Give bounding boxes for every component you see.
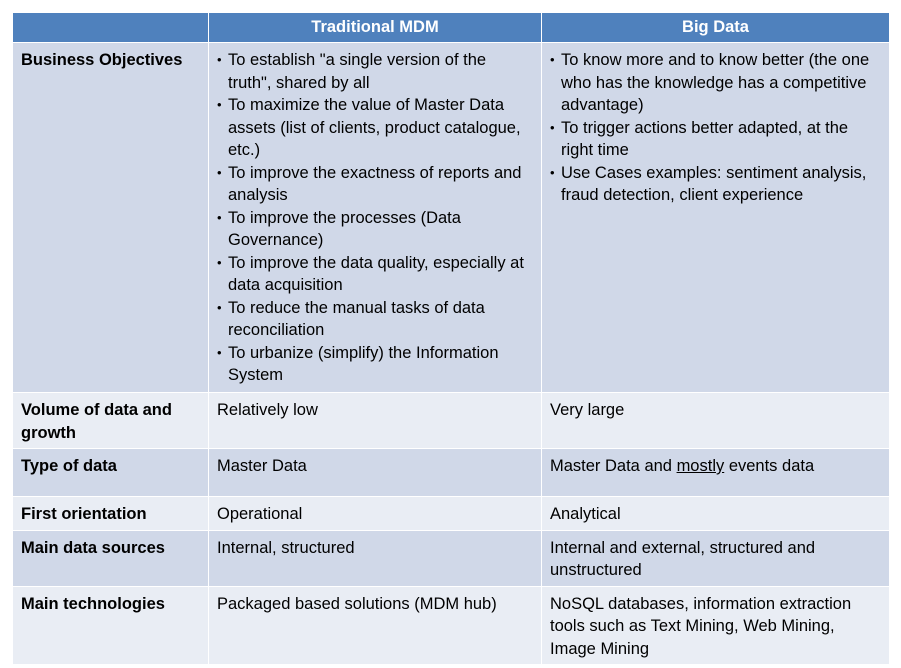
header-row	[13, 13, 890, 43]
cell-mdm	[209, 497, 542, 531]
row-label-text: Type of data	[21, 457, 117, 475]
cell-bigdata	[542, 530, 890, 586]
header-big-data: Big Data	[542, 13, 890, 43]
table-row-orientation	[13, 497, 890, 531]
table-row-type	[13, 449, 890, 497]
header-traditional-mdm: Traditional MDM	[209, 13, 542, 43]
cell-text: Packaged based solutions (MDM hub)	[217, 594, 497, 613]
list-item: • Use Cases examples: sentiment analysis, fraud detection, client experience	[550, 162, 881, 207]
cell-text: Operational	[217, 505, 303, 523]
list-item: • To trigger actions better adapted, at the right time	[550, 117, 881, 162]
table-row-sources	[13, 530, 890, 586]
row-label	[13, 43, 209, 393]
header-corner	[13, 13, 209, 43]
comparison-table	[12, 12, 890, 665]
list-item: • To know more and to know better (the one who has the knowledge has a competitive advantage)	[550, 49, 881, 117]
cell-text	[542, 449, 889, 482]
table-row-volume	[13, 393, 890, 449]
cell-bigdata	[542, 449, 890, 497]
cell-mdm	[209, 449, 542, 497]
list-item: • To improve the processes (Data Governance)	[217, 207, 533, 252]
cell-text: NoSQL databases, information extraction tools such as Text Mining, Web Mining, Image Mining	[550, 594, 852, 658]
cell-mdm	[209, 586, 542, 665]
row-label	[13, 449, 209, 497]
cell-mdm	[209, 393, 542, 449]
cell-bigdata	[542, 497, 890, 531]
cell-mdm	[209, 43, 542, 393]
cell-text: Internal, structured	[217, 538, 355, 557]
row-label-text: Volume of data and growth	[21, 401, 172, 442]
row-label-text: Main data sources	[21, 538, 165, 557]
cell-text: Relatively low	[217, 401, 318, 419]
cell-text: Internal and external, structured and unstructured	[550, 538, 816, 579]
list-item: • To improve the data quality, especially at data acquisition	[217, 252, 533, 297]
cell-bigdata	[542, 43, 890, 393]
row-label	[13, 586, 209, 665]
table-row-business-objectives	[13, 43, 890, 393]
cell-text: Analytical	[550, 505, 621, 523]
list-item: • To maximize the value of Master Data assets (list of clients, product catalogue, etc.)	[217, 94, 533, 162]
text-after: events data	[724, 457, 815, 475]
row-label	[13, 497, 209, 531]
row-label-text: Business Objectives	[21, 51, 183, 69]
cell-bigdata	[542, 586, 890, 665]
cell-mdm	[209, 530, 542, 586]
row-label-text: Main technologies	[21, 594, 165, 613]
cell-text: Master Data	[217, 457, 307, 475]
row-label	[13, 393, 209, 449]
list-item: • To establish "a single version of the truth", shared by all	[217, 49, 533, 94]
row-label	[13, 530, 209, 586]
mdm-objectives-list	[217, 49, 533, 387]
list-item: • To improve the exactness of reports and analysis	[217, 162, 533, 207]
cell-text: Very large	[550, 401, 625, 419]
list-item: • To urbanize (simplify) the Information System	[217, 342, 533, 387]
bigdata-objectives-list	[550, 49, 881, 207]
row-label-text: First orientation	[21, 505, 147, 523]
cell-bigdata	[542, 393, 890, 449]
text-before: Master Data and	[550, 457, 677, 475]
table-row-technologies	[13, 586, 890, 665]
list-item: • To reduce the manual tasks of data reconciliation	[217, 297, 533, 342]
underlined-text: mostly	[676, 457, 725, 475]
